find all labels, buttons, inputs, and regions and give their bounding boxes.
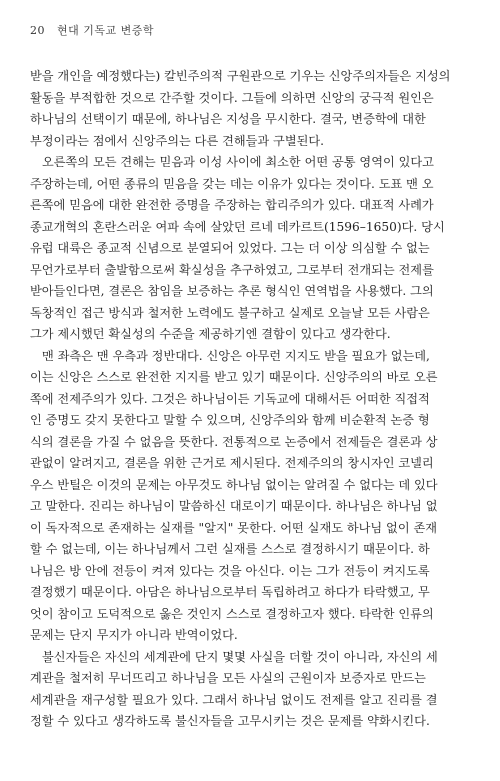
paragraph	[30, 346, 482, 647]
text-line: 무언가로부터 출발함으로써 확실성을 추구하였고, 그로부터 전개되는 전제를	[30, 262, 434, 277]
text-line: 받을 개인을 예정했다는) 칼빈주의적 구원관으로 기우는 신앙주의자들은 지성의	[30, 69, 451, 83]
page-number: 20	[30, 24, 45, 37]
text-line: 오른쪽의 모든 견해는 믿음과 이성 사이에 최소한 어떤 공통 영역이 있다고	[42, 155, 434, 169]
text-line: 할 수 없는데, 이는 하나님께서 그런 실재를 스스로 결정하시기 때문이다. 하	[30, 542, 430, 556]
text-line: 계관을 철저히 무너뜨리고 하나님을 모든 사실의 근원이자 보증자로 만드는	[30, 671, 426, 685]
text-line: 받아들인다면, 결론은 참임을 보증하는 추론 형식인 연역법을 사용했다. 그의	[30, 284, 434, 298]
text-line: 인 증명도 갖지 못한다고 말할 수 있으며, 신앙주의와 함께 비순환적 논증 형	[30, 413, 430, 427]
paragraph	[30, 66, 482, 152]
text-line: 유럽 대륙은 종교적 신념으로 분열되어 있었다. 그는 더 이상 의심할 수 없는	[30, 241, 430, 255]
text-line: 쪽에 전제주의가 있다. 그것은 하나님이든 기독교에 대해서든 어떠한 직접적	[30, 391, 430, 406]
running-title: 현대 기독교 변증학	[57, 24, 155, 37]
text-line: 세계관을 재구성할 필요가 있다. 그래서 하나님 없이도 전제를 알고 진리를 결	[30, 692, 438, 707]
text-line: 부정이라는 점에서 신앙주의는 다른 견해들과 구별된다.	[30, 133, 325, 148]
running-header	[30, 22, 154, 38]
text-line: 정할 수 있다고 생각하도록 불신자들을 고무시키는 것은 문제를 약화시킨다.	[30, 714, 430, 728]
text-line: 관없이 알려지고, 결론을 위한 근거로 제시된다. 전제주의의 창시자인 코넬리	[30, 456, 434, 470]
text-line: 주장하는데, 어떤 종류의 믿음을 갖는 데는 이유가 있다는 것이다. 도표 맨 오	[30, 176, 434, 191]
text-line: 고 말한다. 진리는 하나님이 말씀하신 대로이기 때문이다. 하나님은 하나님 없	[30, 499, 438, 513]
paragraph	[30, 647, 482, 733]
text-line: 나님은 방 안에 전등이 켜져 있다는 것을 아신다. 이는 그가 전등이 켜지도록	[30, 563, 430, 578]
text-line: 그가 제시했던 확실성의 수준을 제공하기엔 결함이 있다고 생각한다.	[30, 327, 391, 341]
text-line: 이 독자적으로 존재하는 실재를 "알지" 못한다. 어떤 실재도 하나님 없이 존재	[30, 520, 438, 535]
text-line: 이는 신앙은 스스로 완전한 지지를 받고 있기 때문이다. 신앙주의의 바로 오른	[30, 370, 438, 384]
text-line: 하나님의 선택이기 때문에, 하나님은 지성을 무시한다. 결국, 변증학에 대한	[30, 112, 426, 126]
body-text	[30, 66, 482, 733]
text-line: 독창적인 접근 방식과 철저한 노력에도 불구하고 실제로 오늘날 모든 사람은	[30, 305, 430, 320]
text-line: 맨 좌측은 맨 우측과 정반대다. 신앙은 아무런 지지도 받을 필요가 없는데,	[42, 348, 430, 363]
text-line: 른쪽에 믿음에 대한 완전한 증명을 주장하는 합리주의가 있다. 대표적 사례가	[30, 198, 434, 212]
text-line: 결정했기 때문이다. 아담은 하나님으로부터 독립하려고 하다가 타락했고, 무	[30, 585, 430, 599]
text-line: 엇이 참이고 도덕적으로 옳은 것인지 스스로 결정하고자 했다. 타락한 인류의	[30, 606, 434, 621]
text-line: 불신자들은 자신의 세계관에 단지 몇몇 사실을 더할 것이 아니라, 자신의 세	[42, 649, 438, 664]
text-line: 식의 결론을 가질 수 없음을 뜻한다. 전통적으로 논증에서 전제들은 결론과 상	[30, 434, 438, 449]
text-line: 우스 반틸은 이것의 문제는 아무것도 하나님 없이는 알려질 수 없다는 데 있다	[30, 477, 438, 492]
text-line: 문제는 단지 무지가 아니라 반역이었다.	[30, 628, 238, 642]
text-line: 활동을 부적합한 것으로 간주할 것이다. 그들에 의하면 신앙의 궁극적 원인은	[30, 90, 434, 105]
text-line: 종교개혁의 혼란스러운 여파 속에 살았던 르네 데카르트(1596–1650)다. 당시	[30, 219, 445, 234]
paragraph	[30, 152, 482, 346]
